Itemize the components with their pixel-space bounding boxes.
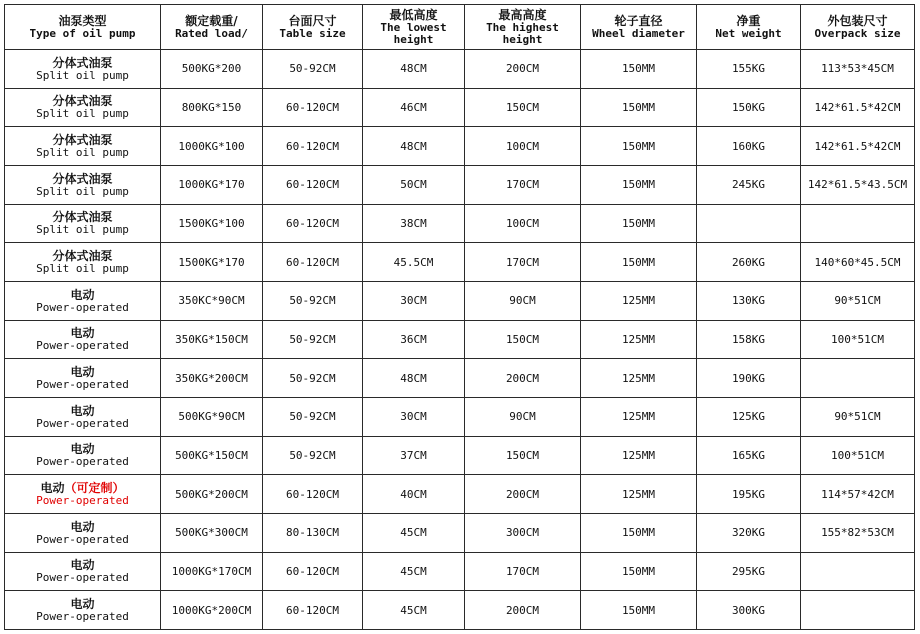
cell-wheel-diameter: 150MM xyxy=(581,204,697,243)
cell-rated-load: 1000KG*170 xyxy=(161,165,263,204)
cell-type: 电动 Power-operated xyxy=(5,552,161,591)
cell-lowest-height: 36CM xyxy=(363,320,465,359)
table-row xyxy=(5,204,915,243)
cell-wheel-diameter: 150MM xyxy=(581,127,697,166)
cell-wheel-diameter: 125MM xyxy=(581,359,697,398)
table-row xyxy=(5,50,915,89)
table-row xyxy=(5,359,915,398)
spec-table xyxy=(4,4,915,630)
cell-net-weight: 165KG xyxy=(697,436,801,475)
cell-table-size: 80-130CM xyxy=(263,513,363,552)
cell-rated-load: 800KG*150 xyxy=(161,88,263,127)
cell-rated-load: 350KC*90CM xyxy=(161,281,263,320)
cell-highest-height: 170CM xyxy=(465,165,581,204)
cell-type: 电动（可定制） Power-operated xyxy=(5,475,161,514)
cell-rated-load: 1000KG*100 xyxy=(161,127,263,166)
cell-table-size: 50-92CM xyxy=(263,281,363,320)
cell-overpack-size: 113*53*45CM xyxy=(801,50,915,89)
cell-rated-load: 1500KG*100 xyxy=(161,204,263,243)
table-row xyxy=(5,591,915,630)
cell-wheel-diameter: 150MM xyxy=(581,591,697,630)
cell-type: 电动 Power-operated xyxy=(5,436,161,475)
cell-lowest-height: 45CM xyxy=(363,552,465,591)
cell-highest-height: 150CM xyxy=(465,320,581,359)
cell-type: 电动 Power-operated xyxy=(5,513,161,552)
cell-type: 电动 Power-operated xyxy=(5,359,161,398)
cell-overpack-size: 155*82*53CM xyxy=(801,513,915,552)
cell-lowest-height: 37CM xyxy=(363,436,465,475)
cell-highest-height: 150CM xyxy=(465,436,581,475)
cell-wheel-diameter: 150MM xyxy=(581,513,697,552)
table-row xyxy=(5,127,915,166)
cell-highest-height: 200CM xyxy=(465,359,581,398)
cell-highest-height: 90CM xyxy=(465,397,581,436)
cell-net-weight: 155KG xyxy=(697,50,801,89)
cell-rated-load: 350KG*200CM xyxy=(161,359,263,398)
cell-wheel-diameter: 125MM xyxy=(581,397,697,436)
cell-overpack-size: 140*60*45.5CM xyxy=(801,243,915,282)
cell-net-weight: 245KG xyxy=(697,165,801,204)
cell-rated-load: 1500KG*170 xyxy=(161,243,263,282)
cell-highest-height: 90CM xyxy=(465,281,581,320)
table-row xyxy=(5,436,915,475)
header-rated-load: 额定载重/ Rated load/ xyxy=(161,5,263,50)
header-table-size: 台面尺寸 Table size xyxy=(263,5,363,50)
cell-table-size: 50-92CM xyxy=(263,359,363,398)
cell-wheel-diameter: 125MM xyxy=(581,436,697,475)
cell-overpack-size xyxy=(801,591,915,630)
cell-net-weight: 160KG xyxy=(697,127,801,166)
cell-wheel-diameter: 150MM xyxy=(581,88,697,127)
cell-overpack-size: 142*61.5*42CM xyxy=(801,127,915,166)
header-highest-height: 最高高度 The highest height xyxy=(465,5,581,50)
table-row xyxy=(5,397,915,436)
header-overpack-size: 外包装尺寸 Overpack size xyxy=(801,5,915,50)
cell-table-size: 60-120CM xyxy=(263,552,363,591)
header-row xyxy=(5,5,915,50)
cell-net-weight: 260KG xyxy=(697,243,801,282)
cell-wheel-diameter: 150MM xyxy=(581,165,697,204)
cell-rated-load: 1000KG*170CM xyxy=(161,552,263,591)
cell-type: 分体式油泵 Split oil pump xyxy=(5,88,161,127)
cell-overpack-size: 90*51CM xyxy=(801,281,915,320)
header-type: 油泵类型 Type of oil pump xyxy=(5,5,161,50)
table-row xyxy=(5,165,915,204)
table-row-customizable xyxy=(5,475,915,514)
cell-overpack-size xyxy=(801,204,915,243)
cell-type: 电动 Power-operated xyxy=(5,281,161,320)
cell-table-size: 60-120CM xyxy=(263,475,363,514)
cell-highest-height: 200CM xyxy=(465,50,581,89)
table-row xyxy=(5,320,915,359)
cell-rated-load: 500KG*90CM xyxy=(161,397,263,436)
cell-net-weight: 150KG xyxy=(697,88,801,127)
cell-net-weight: 300KG xyxy=(697,591,801,630)
header-wheel-diameter: 轮子直径 Wheel diameter xyxy=(581,5,697,50)
cell-highest-height: 200CM xyxy=(465,475,581,514)
cell-type: 电动 Power-operated xyxy=(5,320,161,359)
table-row xyxy=(5,513,915,552)
cell-wheel-diameter: 125MM xyxy=(581,281,697,320)
cell-table-size: 60-120CM xyxy=(263,165,363,204)
cell-lowest-height: 30CM xyxy=(363,397,465,436)
cell-wheel-diameter: 125MM xyxy=(581,320,697,359)
cell-lowest-height: 45CM xyxy=(363,591,465,630)
cell-overpack-size: 100*51CM xyxy=(801,436,915,475)
table-row xyxy=(5,88,915,127)
table-row xyxy=(5,552,915,591)
cell-lowest-height: 45CM xyxy=(363,513,465,552)
cell-lowest-height: 48CM xyxy=(363,50,465,89)
cell-net-weight xyxy=(697,204,801,243)
cell-net-weight: 158KG xyxy=(697,320,801,359)
cell-net-weight: 195KG xyxy=(697,475,801,514)
cell-wheel-diameter: 125MM xyxy=(581,475,697,514)
cell-net-weight: 125KG xyxy=(697,397,801,436)
cell-lowest-height: 50CM xyxy=(363,165,465,204)
cell-overpack-size: 114*57*42CM xyxy=(801,475,915,514)
cell-net-weight: 130KG xyxy=(697,281,801,320)
cell-overpack-size xyxy=(801,552,915,591)
cell-overpack-size: 142*61.5*42CM xyxy=(801,88,915,127)
header-net-weight: 净重 Net weight xyxy=(697,5,801,50)
cell-table-size: 60-120CM xyxy=(263,204,363,243)
cell-type: 分体式油泵 Split oil pump xyxy=(5,50,161,89)
cell-lowest-height: 38CM xyxy=(363,204,465,243)
table-row xyxy=(5,281,915,320)
cell-type: 分体式油泵 Split oil pump xyxy=(5,127,161,166)
cell-highest-height: 100CM xyxy=(465,127,581,166)
cell-overpack-size xyxy=(801,359,915,398)
cell-lowest-height: 48CM xyxy=(363,127,465,166)
cell-type: 分体式油泵 Split oil pump xyxy=(5,243,161,282)
cell-rated-load: 350KG*150CM xyxy=(161,320,263,359)
cell-table-size: 60-120CM xyxy=(263,591,363,630)
cell-lowest-height: 40CM xyxy=(363,475,465,514)
cell-rated-load: 500KG*200CM xyxy=(161,475,263,514)
cell-wheel-diameter: 150MM xyxy=(581,50,697,89)
cell-rated-load: 500KG*300CM xyxy=(161,513,263,552)
cell-rated-load: 500KG*200 xyxy=(161,50,263,89)
cell-rated-load: 500KG*150CM xyxy=(161,436,263,475)
cell-net-weight: 320KG xyxy=(697,513,801,552)
cell-lowest-height: 45.5CM xyxy=(363,243,465,282)
cell-table-size: 60-120CM xyxy=(263,243,363,282)
cell-highest-height: 100CM xyxy=(465,204,581,243)
cell-overpack-size: 142*61.5*43.5CM xyxy=(801,165,915,204)
cell-type: 电动 Power-operated xyxy=(5,591,161,630)
cell-table-size: 50-92CM xyxy=(263,50,363,89)
cell-lowest-height: 46CM xyxy=(363,88,465,127)
cell-table-size: 50-92CM xyxy=(263,397,363,436)
cell-lowest-height: 48CM xyxy=(363,359,465,398)
cell-rated-load: 1000KG*200CM xyxy=(161,591,263,630)
cell-table-size: 50-92CM xyxy=(263,320,363,359)
header-lowest-height: 最低高度 The lowest height xyxy=(363,5,465,50)
cell-highest-height: 170CM xyxy=(465,552,581,591)
cell-net-weight: 295KG xyxy=(697,552,801,591)
cell-highest-height: 300CM xyxy=(465,513,581,552)
cell-table-size: 60-120CM xyxy=(263,127,363,166)
cell-type: 分体式油泵 Split oil pump xyxy=(5,165,161,204)
cell-table-size: 50-92CM xyxy=(263,436,363,475)
cell-type: 电动 Power-operated xyxy=(5,397,161,436)
cell-highest-height: 200CM xyxy=(465,591,581,630)
cell-wheel-diameter: 150MM xyxy=(581,243,697,282)
cell-type: 分体式油泵 Split oil pump xyxy=(5,204,161,243)
table-row xyxy=(5,243,915,282)
cell-highest-height: 170CM xyxy=(465,243,581,282)
cell-wheel-diameter: 150MM xyxy=(581,552,697,591)
cell-net-weight: 190KG xyxy=(697,359,801,398)
cell-table-size: 60-120CM xyxy=(263,88,363,127)
cell-overpack-size: 90*51CM xyxy=(801,397,915,436)
cell-highest-height: 150CM xyxy=(465,88,581,127)
cell-lowest-height: 30CM xyxy=(363,281,465,320)
cell-overpack-size: 100*51CM xyxy=(801,320,915,359)
